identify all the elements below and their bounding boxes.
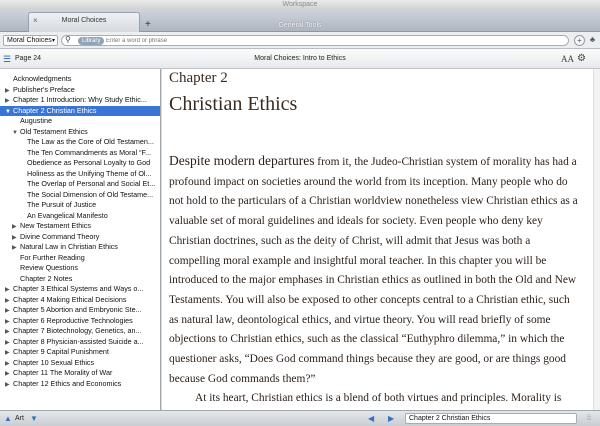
disclosure-closed-icon[interactable]: ▶ (12, 245, 17, 251)
paragraph-lead: Despite modern departures (169, 153, 315, 168)
previous-icon[interactable]: ◀ (368, 414, 375, 423)
tab-bar (0, 9, 600, 32)
toc-item-label: An Evangelical Manifesto (27, 210, 108, 220)
toc-item[interactable] (0, 347, 160, 358)
chevron-down-icon: ▾ (51, 38, 55, 44)
toc-item[interactable] (0, 337, 160, 348)
toc-item[interactable] (0, 127, 160, 138)
toc-item-label: Chapter 10 Sexual Ethics (13, 357, 95, 367)
panel-title: General Tools (278, 22, 322, 29)
disclosure-closed-icon[interactable]: ▶ (5, 297, 10, 304)
toc-item[interactable] (0, 326, 160, 337)
toc-item[interactable] (0, 106, 160, 117)
toc-item[interactable] (0, 295, 160, 306)
disclosure-open-icon[interactable]: ▼ (5, 108, 11, 115)
people-icon[interactable]: ♣ (589, 35, 596, 44)
toc-item[interactable] (0, 169, 160, 180)
toc-item-label: Obedience as Personal Loyalty to God (27, 158, 151, 167)
toc-item[interactable] (0, 284, 160, 295)
search-box (61, 35, 569, 46)
toc-item[interactable] (0, 368, 160, 379)
disclosure-closed-icon[interactable]: ▶ (5, 371, 10, 377)
toc-item-label: Natural Law in Christian Ethics (20, 242, 118, 251)
disclosure-closed-icon[interactable]: ▶ (5, 287, 10, 293)
window-title: Workspace (0, 0, 600, 9)
toc-item[interactable] (0, 137, 160, 148)
toolbar (0, 32, 600, 49)
toc-item-label: Chapter 6 Reproductive Technologies (13, 315, 133, 325)
paragraph-text: from it, the Judeo-Christian system of morality has had a profound impact on societies around the world from its inception. Many people who do not hold to the particulars of a Christian worldview nonetheless view Christian ethics as a valuable set of moral guidelines and ideals for society. Even people who deny key Christian doctrines, such as the deity of Christ, will admit that Jesus was both a compelling moral example and insightful moral teacher. In this chapter you will be introduced to the major emphases in Christian ethics as outlined in both the Old and New Testaments. You will also be exposed to other concepts central to a Christian ethic, such as natural law, deontological ethics, and virtue theory. You will read briefly of some objections to Christian ethics, such as the classical “Euthyphro dilemma,” in which the questioner asks, “Does God command things because they are good, or are things good because God commands them?” (169, 156, 578, 385)
disclosure-closed-icon[interactable]: ▶ (12, 234, 17, 241)
toc-item[interactable] (0, 242, 160, 253)
toc-item[interactable] (0, 221, 160, 232)
page-indicator: Page 24 (15, 55, 42, 62)
toc-item-label: Publisher's Preface (13, 84, 75, 94)
font-size-button[interactable]: AA (561, 54, 574, 64)
toc-item-label: Chapter 9 Capital Punishment (13, 347, 109, 356)
toc-item[interactable] (0, 274, 160, 285)
toc-item-label: Chapter 8 Physician-assisted Suicide a... (13, 336, 144, 346)
search-icon[interactable]: ⚲ (65, 35, 71, 44)
disclosure-closed-icon[interactable]: ▶ (5, 350, 10, 356)
chevron-down-icon[interactable]: ▼ (30, 414, 38, 423)
tab-label: Moral Choices (61, 17, 107, 24)
toc-item[interactable] (0, 95, 160, 106)
table-of-contents-icon[interactable]: ☰ (3, 54, 12, 64)
close-icon[interactable]: × (33, 16, 38, 25)
toc-item-label: Chapter 2 Christian Ethics (13, 105, 97, 115)
reader-header (0, 49, 600, 69)
toc-item-label: New Testament Ethics (20, 221, 91, 230)
toc-item[interactable] (0, 358, 160, 369)
paragraph: At its heart, Christian ethics is a blend of both virtues and principles. Morality is (195, 392, 562, 405)
disclosure-closed-icon[interactable]: ▶ (5, 339, 10, 346)
toc-item[interactable] (0, 190, 160, 201)
document-title: Moral Choices: Intro to Ethics (254, 55, 346, 62)
art-label: Art (15, 415, 24, 422)
disclosure-closed-icon[interactable]: ▶ (5, 87, 10, 94)
toc-item[interactable] (0, 211, 160, 222)
resource-select-value: Moral Choices (7, 37, 52, 44)
disclosure-closed-icon[interactable]: ▶ (5, 98, 10, 104)
disclosure-closed-icon[interactable]: ▶ (5, 381, 10, 388)
reader-pane (162, 69, 600, 410)
toc-item[interactable] (0, 148, 160, 159)
toc-item[interactable] (0, 263, 160, 274)
disclosure-closed-icon[interactable]: ▶ (5, 329, 10, 335)
toc-item[interactable] (0, 253, 160, 264)
toc-item[interactable] (0, 74, 160, 85)
toc-item[interactable] (0, 179, 160, 190)
toc-item-label: For Further Reading (20, 252, 85, 262)
toc-item[interactable] (0, 305, 160, 316)
toc-item[interactable] (0, 200, 160, 211)
toc-item-label: Chapter 3 Ethical Systems and Ways o... (13, 284, 144, 293)
add-icon[interactable]: + (574, 35, 585, 46)
toc-item-label: Chapter 7 Biotechnology, Genetics, an... (13, 326, 142, 335)
toc-item-label: Chapter 1 Introduction: Why Study Ethic... (13, 95, 147, 104)
toc-item-label: Old Testament Ethics (20, 126, 88, 136)
toc-item-label: Chapter 4 Making Ethical Decisions (13, 294, 127, 304)
toc-item-label: Holiness as the Unifying Theme of Ol... (27, 168, 152, 178)
add-tab-button[interactable]: + (145, 19, 151, 30)
table-of-contents (0, 69, 161, 410)
toc-item[interactable] (0, 379, 160, 390)
resource-select[interactable] (3, 35, 58, 46)
gear-icon[interactable]: ⚙ (577, 53, 586, 64)
paragraph (169, 151, 579, 389)
toc-item-label: Acknowledgments (13, 74, 72, 83)
toc-item[interactable] (0, 158, 160, 169)
disclosure-closed-icon[interactable]: ▶ (5, 318, 10, 325)
toc-item-label: Divine Command Theory (20, 231, 100, 241)
disclosure-open-icon[interactable]: ▼ (12, 129, 18, 136)
toc-item-label: Chapter 5 Abortion and Embryonic Ste... (13, 305, 142, 314)
toc-item-label: Chapter 11 The Morality of War (13, 368, 113, 377)
toc-item[interactable] (0, 232, 160, 243)
resize-grip-icon[interactable]: ⁞⁞ (587, 415, 591, 422)
search-scope-pill[interactable]: Library (78, 37, 104, 45)
reader-scrollbar[interactable] (593, 69, 600, 410)
toc-item-label: Chapter 2 Notes (20, 273, 73, 283)
arrow-up-icon[interactable]: ▲ (4, 414, 12, 423)
search-input[interactable] (106, 36, 556, 45)
toc-item-label: The Law as the Core of Old Testamen... (27, 137, 154, 146)
toc-item-label: Chapter 12 Ethics and Economics (13, 378, 122, 388)
toc-item[interactable] (0, 316, 160, 327)
toc-item[interactable] (0, 85, 160, 96)
chapter-number: Chapter 2 (169, 70, 228, 86)
toc-item[interactable] (0, 116, 160, 127)
disclosure-closed-icon[interactable]: ▶ (12, 224, 17, 230)
disclosure-closed-icon[interactable]: ▶ (5, 360, 10, 367)
toc-item-label: The Overlap of Personal and Social Et... (27, 179, 156, 188)
toc-item-label: The Ten Commandments as Moral “F... (27, 147, 152, 157)
status-bar (0, 410, 600, 426)
toc-item-label: Augustine (20, 116, 52, 125)
location-field[interactable]: Chapter 2 Christian Ethics (405, 413, 577, 424)
chapter-body (169, 151, 579, 410)
chapter-title: Christian Ethics (169, 93, 298, 115)
toc-item-label: The Pursuit of Justice (27, 200, 97, 209)
toc-item-label: The Social Dimension of Old Testame... (27, 189, 154, 199)
toc-list (0, 69, 160, 389)
next-icon[interactable]: ▶ (388, 414, 395, 423)
disclosure-closed-icon[interactable]: ▶ (5, 308, 10, 314)
toc-item-label: Review Questions (20, 263, 78, 272)
